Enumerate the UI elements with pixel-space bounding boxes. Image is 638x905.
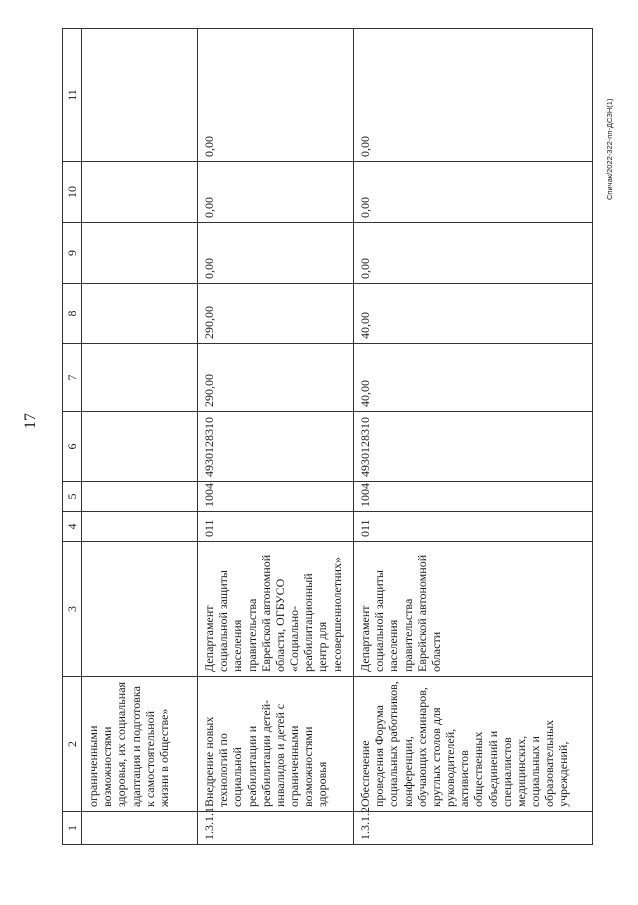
- year-amount-cell: 0,00: [198, 162, 354, 223]
- rotated-table-container: [62, 28, 593, 845]
- section-code-cell: 1004: [354, 482, 593, 512]
- year-amount-cell: [82, 29, 198, 162]
- header-cell: 11: [63, 29, 82, 162]
- year-amount-cell: [82, 162, 198, 223]
- document-registration-code: Спичак/2022-322-пп-ДСЗН(1): [605, 98, 614, 200]
- header-cell: 9: [63, 223, 82, 284]
- table-header-row: [63, 29, 82, 845]
- year-amount-cell: 0,00: [354, 223, 593, 284]
- year-amount-cell: 0,00: [354, 162, 593, 223]
- total-amount-cell: [82, 344, 198, 412]
- header-cell: 3: [63, 542, 82, 677]
- target-article-cell: 4930128310: [198, 412, 354, 482]
- header-cell: 1: [63, 812, 82, 845]
- page-number: 17: [22, 413, 39, 429]
- table-row: [198, 29, 354, 845]
- executor-cell: [82, 542, 198, 677]
- header-cell: 7: [63, 344, 82, 412]
- year-amount-cell: 0,00: [198, 29, 354, 162]
- year-amount-cell: [82, 223, 198, 284]
- section-code-cell: 1004: [198, 482, 354, 512]
- header-cell: 8: [63, 284, 82, 344]
- ministry-code-cell: [82, 512, 198, 542]
- total-amount-cell: 40,00: [354, 344, 593, 412]
- budget-table: [62, 28, 593, 845]
- year-amount-cell: 40,00: [354, 284, 593, 344]
- header-cell: 5: [63, 482, 82, 512]
- table-row: [354, 29, 593, 845]
- measure-description-cell: Внедрение новых технологий по социальной реабилитации и реабилитации детей-инвалидов и детей с ограниченными возможностями здоровья: [198, 677, 354, 812]
- header-cell: 10: [63, 162, 82, 223]
- target-article-cell: 4930128310: [354, 412, 593, 482]
- table-row: [82, 29, 198, 845]
- measure-description-cell: ограниченными возможностями здоровья, их социальная адаптация и подготовка к самостоятельной жизни в обществе»: [82, 677, 198, 812]
- row-number-cell: [82, 812, 198, 845]
- header-cell: 4: [63, 512, 82, 542]
- year-amount-cell: 0,00: [354, 29, 593, 162]
- header-cell: 2: [63, 677, 82, 812]
- executor-cell: Департамент социальной защиты населения правительства Еврейской автономной области, ОГБУСО «Социально-реабилитационный центр для несовершеннолетних»: [198, 542, 354, 677]
- header-cell: 6: [63, 412, 82, 482]
- ministry-code-cell: 011: [354, 512, 593, 542]
- measure-description-cell: Обеспечение проведения Форума социальных работников, конференции, обучающих семинаров, круглых столов для руководителей, активистов общественных объединений и специалистов медицинских, социальных и образовательных учреждений,: [354, 677, 593, 812]
- executor-cell: Департамент социальной защиты населения правительства Еврейской автономной области: [354, 542, 593, 677]
- row-number-cell: 1.3.1.2: [354, 812, 593, 845]
- target-article-cell: [82, 412, 198, 482]
- row-number-cell: 1.3.1.1: [198, 812, 354, 845]
- section-code-cell: [82, 482, 198, 512]
- year-amount-cell: 290,00: [198, 284, 354, 344]
- total-amount-cell: 290,00: [198, 344, 354, 412]
- year-amount-cell: [82, 284, 198, 344]
- year-amount-cell: 0,00: [198, 223, 354, 284]
- ministry-code-cell: 011: [198, 512, 354, 542]
